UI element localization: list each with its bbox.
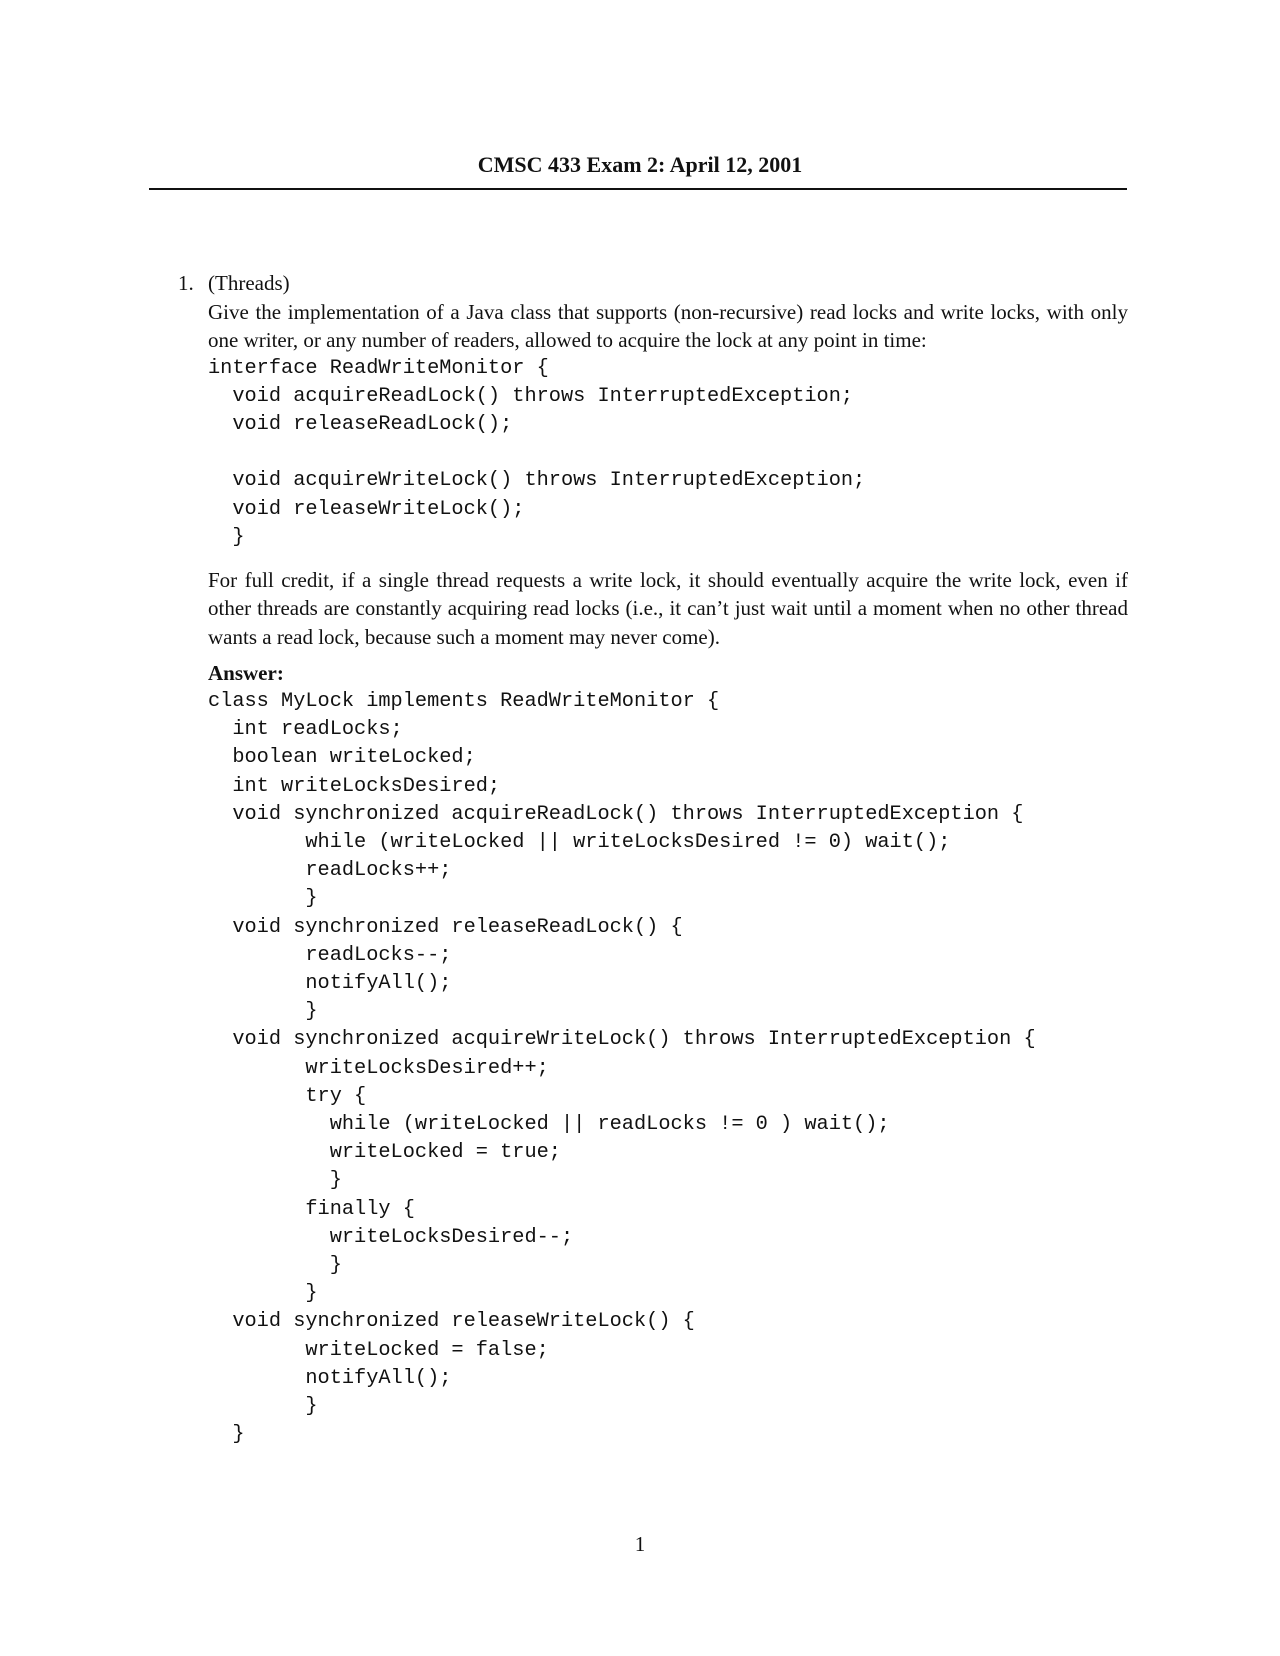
answer-code-block: class MyLock implements ReadWriteMonitor { int readLocks; boolean writeLocked; int writeLocksDesired; void synchronized acquireReadLock() throws InterruptedException { while (writeLocked || writeLocksDesired != 0) wait(); readLocks++; } void synchronized releaseReadLock() { readLocks--; notifyAll(); } void synchronized acquireWriteLock() throws InterruptedException { writeLocksDesired++; try { while (writeLocked || readLocks != 0 ) wait(); writeLocked = true; } finally { writeLocksDesired--; } } void synchronized releaseWriteLock() { writeLocked = false; notifyAll(); } } — [208, 689, 1036, 1447]
interface-code-block: interface ReadWriteMonitor { void acquireReadLock() throws InterruptedException; void releaseReadLock(); void acquireWriteLock() throws InterruptedException; void releaseWriteLock(); } — [208, 356, 866, 549]
full-credit-note: For full credit, if a single thread requests a write lock, it should eventually acquire the write lock, even if other threads are constantly acquiring read locks (i.e., it can’t just wait until a moment when no other thread wants a read lock, because such a moment may never come). — [208, 567, 1128, 649]
page-number: 1 — [634, 1532, 646, 1556]
question-topic: (Threads) — [208, 271, 290, 295]
answer-label: Answer: — [208, 661, 284, 686]
question-body — [208, 269, 1128, 1449]
question-number: 1. — [178, 271, 194, 295]
question-prompt: Give the implementation of a Java class that supports (non-recursive) read locks and write locks, with only one writer, or any number of readers, allowed to acquire the lock at any point in time: — [208, 299, 1128, 352]
title-divider — [149, 188, 1127, 190]
page-title: CMSC 433 Exam 2: April 12, 2001 — [477, 152, 803, 177]
